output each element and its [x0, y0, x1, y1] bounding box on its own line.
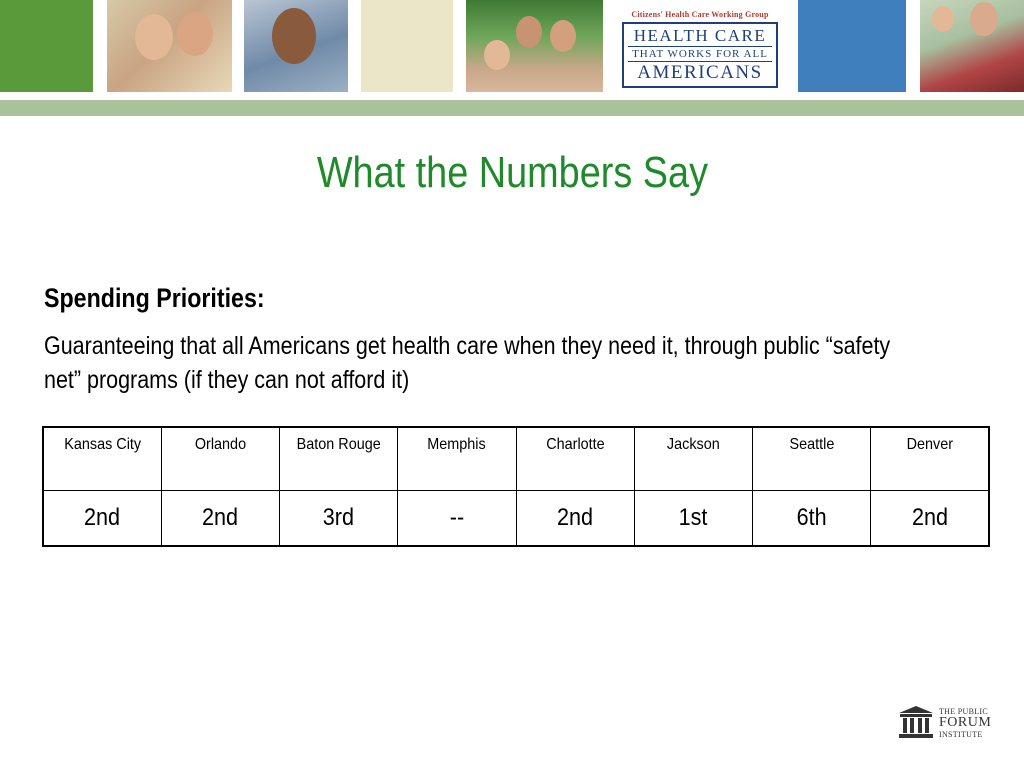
city-header-cell: Memphis	[398, 427, 516, 491]
rank-cell: --	[398, 491, 516, 547]
logo-line-3: AMERICANS	[637, 62, 763, 83]
public-forum-logo	[897, 705, 1002, 741]
city-header-cell: Seattle	[753, 427, 871, 491]
city-header-cell: Kansas City	[43, 427, 161, 491]
city-header-cell: Orlando	[161, 427, 279, 491]
logo-line-1: HEALTH CARE	[633, 26, 767, 45]
rank-cell: 2nd	[161, 491, 279, 547]
photo-children	[466, 0, 603, 92]
beige-color-tile	[361, 0, 453, 92]
rank-cell: 2nd	[43, 491, 161, 547]
city-header-cell: Denver	[871, 427, 989, 491]
rank-cell: 3rd	[280, 491, 398, 547]
body-line-1: Guaranteeing that all Americans get health care when they need it, through public “safety	[44, 332, 891, 360]
columns-icon	[897, 705, 935, 739]
rank-cell: 2nd	[871, 491, 989, 547]
forum-logo-text	[939, 707, 991, 739]
logo-line-2: THAT WORKS FOR ALL	[628, 46, 772, 62]
photo-grandfather-child	[920, 0, 1024, 92]
table-rank-row	[43, 491, 989, 547]
photo-seniors-couple	[107, 0, 232, 92]
city-header-cell: Baton Rouge	[280, 427, 398, 491]
blue-color-tile	[798, 0, 906, 92]
section-heading: Spending Priorities:	[44, 283, 265, 313]
city-ranking-table	[42, 426, 990, 547]
forum-logo-line-2: FORUM	[939, 715, 992, 730]
logo-org-name: Citizens' Health Care Working Group	[631, 10, 769, 19]
city-header-cell: Jackson	[634, 427, 752, 491]
body-text	[44, 329, 973, 397]
header-banner	[0, 0, 1024, 118]
rank-cell: 6th	[753, 491, 871, 547]
forum-logo-line-1: THE PUBLIC	[939, 707, 988, 716]
logo-frame	[622, 22, 778, 88]
body-line-2: net” programs (if they can not afford it)	[44, 366, 410, 394]
green-color-tile	[0, 0, 93, 92]
rank-cell: 1st	[634, 491, 752, 547]
table-header-row	[43, 427, 989, 491]
city-header-cell: Charlotte	[516, 427, 634, 491]
rank-cell: 2nd	[516, 491, 634, 547]
health-care-logo	[616, 0, 784, 92]
forum-logo-line-3: INSTITUTE	[939, 730, 983, 739]
header-stripe	[0, 100, 1024, 116]
slide-title: What the Numbers Say	[316, 148, 709, 197]
photo-young-man	[244, 0, 348, 92]
